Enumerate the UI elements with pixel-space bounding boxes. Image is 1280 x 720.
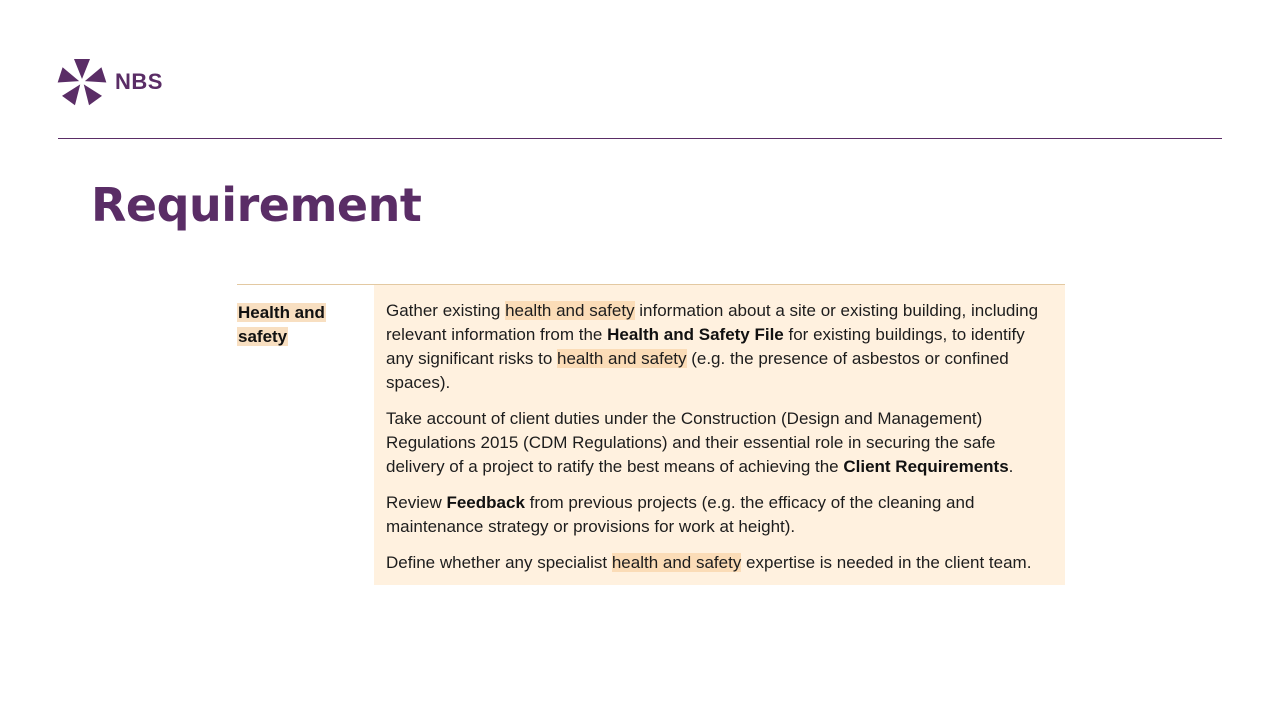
text-run: Take account of client duties under the Construction (Design and Management) Regulations 2015 (CDM Regulations) and their essential role in securing the safe delivery of a project to ratify the best means of achieving the: [386, 409, 996, 476]
paragraph-4: [386, 551, 1053, 575]
text-run: (e.g. the presence of asbestos or confined spaces).: [386, 349, 1009, 392]
text-run: information about a site or existing building, including relevant information from the: [386, 301, 1039, 344]
bold-term: Feedback: [446, 493, 525, 512]
text-run: Gather existing: [386, 301, 506, 320]
text-run: .: [1008, 457, 1014, 476]
nbs-flower-icon: [57, 57, 107, 107]
text-run: expertise is needed in the client team.: [741, 553, 1032, 572]
bold-term: Client Requirements: [843, 457, 1009, 476]
highlighted-term: health and safety: [505, 301, 635, 320]
row-label-line-2: safety: [238, 327, 288, 346]
page-title: Requirement: [91, 178, 422, 232]
bold-term: Health and Safety File: [607, 325, 784, 344]
brand-logo: [57, 57, 163, 107]
highlighted-term: health and safety: [611, 553, 742, 572]
paragraph-2: [386, 407, 1053, 479]
paragraph-3: [386, 491, 1053, 539]
text-run: Review: [386, 493, 447, 512]
header-divider: [58, 138, 1222, 139]
paragraph-1: [386, 299, 1053, 395]
row-description: [374, 285, 1065, 585]
text-run: for existing buildings, to identify any significant risks to: [386, 325, 1025, 368]
requirement-table: [237, 284, 1065, 585]
row-label-line-1: Health and: [238, 303, 325, 322]
text-run: Define whether any specialist: [386, 553, 612, 572]
text-run: from previous projects (e.g. the efficacy of the cleaning and maintenance strategy or provisions for work at height).: [386, 493, 975, 536]
row-label: [237, 285, 374, 585]
table-row: [237, 285, 1065, 585]
highlighted-term: health and safety: [557, 349, 687, 368]
brand-name: NBS: [115, 69, 163, 94]
